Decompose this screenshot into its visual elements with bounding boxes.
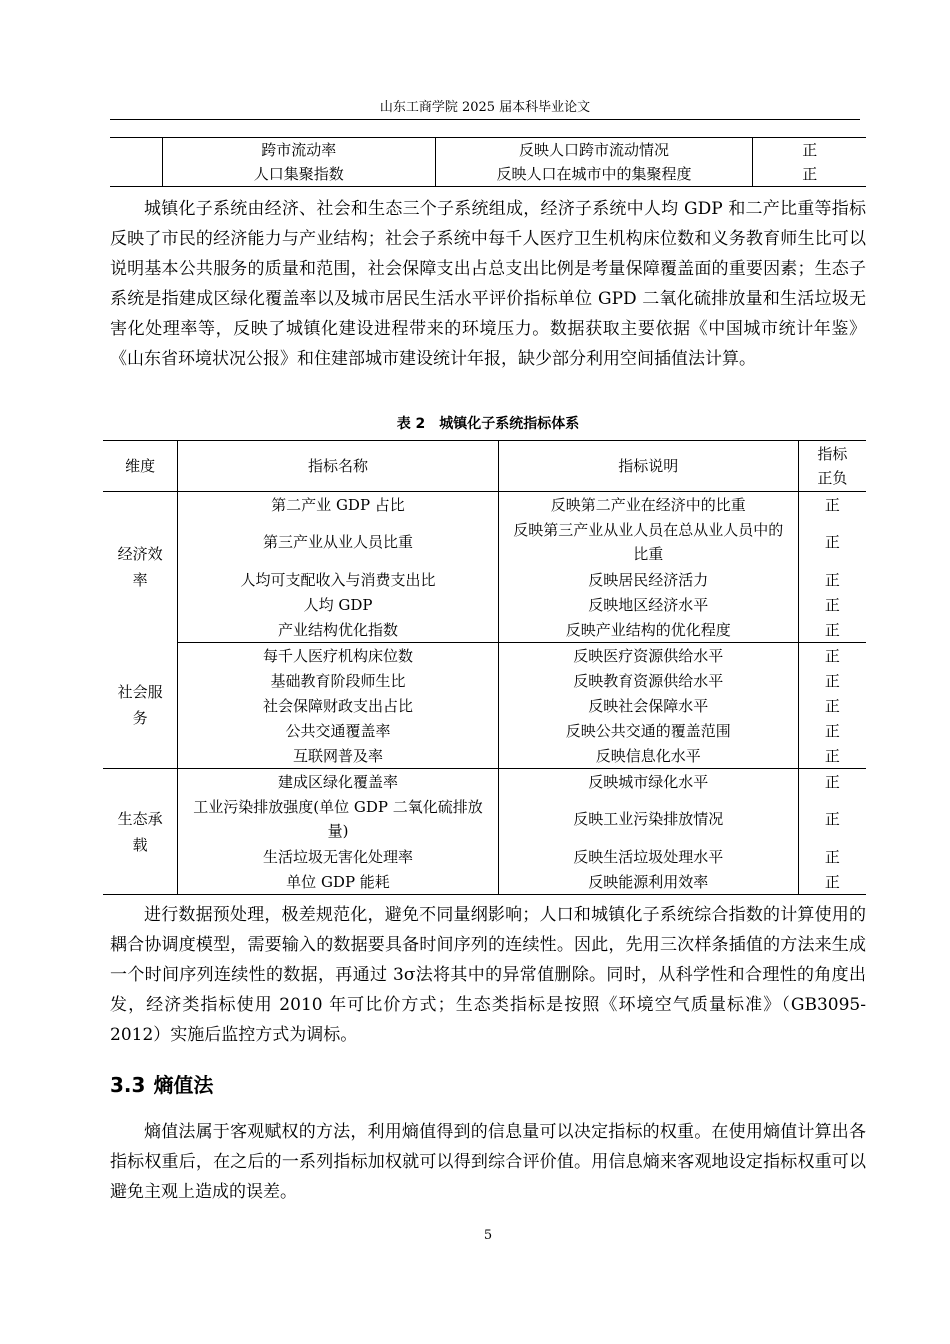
table-row	[103, 743, 866, 769]
table-caption: 表 2 城镇化子系统指标体系	[396, 416, 580, 432]
indicator-name: 基础教育阶段师生比	[178, 668, 499, 693]
indicator-sign: 正	[798, 743, 866, 769]
table-row	[103, 869, 866, 895]
indicator-name: 社会保障财政支出占比	[178, 693, 499, 718]
table-row	[103, 794, 866, 844]
table-row	[103, 617, 866, 643]
indicator-desc: 反映城市绿化水平	[498, 769, 798, 795]
indicator-sign: 正	[824, 495, 840, 514]
table-row	[103, 718, 866, 743]
table-row	[110, 162, 866, 187]
indicator-sign: 正	[824, 646, 840, 665]
indicator-name: 建成区绿化覆盖率	[178, 769, 499, 795]
indicator-sign: 正	[824, 810, 840, 828]
table-row	[110, 138, 866, 163]
indicator-name: 公共交通覆盖率	[178, 718, 499, 743]
indicator-sign: 正	[802, 141, 818, 159]
table-row	[103, 592, 866, 617]
running-header: 山东工商学院 2025 届本科毕业论文	[379, 100, 591, 115]
indicator-sign: 正	[824, 595, 840, 614]
indicator-desc: 反映教育资源供给水平	[498, 668, 798, 693]
table-header-row	[103, 441, 866, 492]
dimension-cell: 社会服务	[103, 643, 178, 769]
indicator-desc: 反映地区经济水平	[498, 592, 798, 617]
table-row	[103, 567, 866, 592]
paragraph-urbanization-subsystem: 城镇化子系统由经济、社会和生态三个子系统组成，经济子系统中人均 GDP 和二产比重等指标反映了市民的经济能力与产业结构；社会子系统中每千人医疗卫生机构床位数和义务教育师生比可以说明基本公共服务的质量和范围，社会保障支出占总支出比例是考量保障覆盖面的重要因素；生态子系统是指建成区绿化覆盖率以及城市居民生活水平评价指标单位 GPD 二氧化硫排放量和生活垃圾无害化处理率等，反映了城镇化建设进程带来的环境压力。数据获取主要依据《中国城市统计年鉴》《山东省环境状况公报》和住建部城市建设统计年报，缺少部分利用空间插值法计算。	[110, 199, 866, 369]
indicator-name: 人均可支配收入与消费支出比	[178, 567, 499, 592]
indicator-sign: 正	[802, 165, 818, 183]
indicator-desc: 反映信息化水平	[498, 743, 798, 769]
indicator-name: 单位 GDP 能耗	[178, 869, 499, 895]
header-indicator-name: 指标名称	[178, 441, 499, 492]
continued-indicator-table	[110, 137, 866, 187]
indicator-name: 互联网普及率	[178, 743, 499, 769]
indicator-sign: 正	[824, 671, 840, 690]
dimension-cell: 生态承载	[103, 769, 178, 895]
urbanization-indicator-table	[103, 440, 866, 895]
indicator-desc: 反映第三产业从业人员在总从业人员中的比重	[498, 517, 798, 567]
indicator-sign: 正	[798, 617, 866, 643]
header-indicator-sign: 指标正负	[798, 441, 866, 492]
header-indicator-desc: 指标说明	[498, 441, 798, 492]
indicator-desc: 反映工业污染排放情况	[498, 794, 798, 844]
indicator-name: 人口集聚指数	[162, 162, 435, 187]
indicator-sign: 正	[824, 847, 840, 866]
paragraph-entropy-method: 熵值法属于客观赋权的方法，利用熵值得到的信息量可以决定指标的权重。在使用熵值计算出各指标权重后，在之后的一系列指标加权就可以得到综合评价值。用信息熵来客观地设定指标权重可以避免主观上造成的误差。	[110, 1122, 866, 1202]
indicator-name: 产业结构优化指数	[178, 617, 499, 643]
indicator-desc: 反映社会保障水平	[498, 693, 798, 718]
indicator-name: 工业污染排放强度(单位 GDP 二氧化硫排放量)	[178, 794, 499, 844]
table-row	[103, 769, 866, 795]
indicator-name: 生活垃圾无害化处理率	[178, 844, 499, 869]
indicator-sign: 正	[824, 772, 840, 791]
table-row	[103, 492, 866, 518]
indicator-desc: 反映公共交通的覆盖范围	[498, 718, 798, 743]
indicator-name: 跨市流动率	[162, 138, 435, 163]
indicator-desc: 反映医疗资源供给水平	[498, 643, 798, 669]
table-row	[103, 668, 866, 693]
table-row	[103, 643, 866, 669]
section-title: 熵值法	[153, 1073, 214, 1097]
section-heading	[110, 1070, 221, 1100]
indicator-name: 第二产业 GDP 占比	[178, 492, 499, 518]
indicator-desc: 反映居民经济活力	[498, 567, 798, 592]
indicator-desc: 反映产业结构的优化程度	[498, 617, 798, 643]
section-number: 3.3	[110, 1073, 146, 1097]
indicator-sign: 正	[824, 570, 840, 589]
dimension-cell: 经济效率	[103, 492, 178, 643]
indicator-sign: 正	[824, 696, 840, 715]
indicator-name: 人均 GDP	[178, 592, 499, 617]
indicator-desc: 反映人口在城市中的集聚程度	[435, 162, 753, 187]
header-rule	[110, 119, 860, 120]
paragraph-data-preprocessing: 进行数据预处理，极差规范化，避免不同量纲影响；人口和城镇化子系统综合指数的计算使用的耦合协调度模型，需要输入的数据要具备时间序列的连续性。因此，先用三次样条插值的方法来生成一个时间序列连续性的数据，再通过 3σ法将其中的异常值删除。同时，从科学性和合理性的角度出发，经济类指标使用 2010 年可比价方式；生态类指标是按照《环境空气质量标准》（GB3095-2012）实施后监控方式为调标。	[110, 905, 866, 1045]
indicator-desc: 反映第二产业在经济中的比重	[498, 492, 798, 518]
indicator-sign: 正	[824, 721, 840, 740]
indicator-desc: 反映人口跨市流动情况	[435, 138, 753, 163]
table-row	[103, 517, 866, 567]
indicator-desc: 反映生活垃圾处理水平	[498, 844, 798, 869]
table-row	[103, 844, 866, 869]
header-dimension: 维度	[103, 441, 178, 492]
indicator-name: 每千人医疗机构床位数	[178, 643, 499, 669]
page-number: 5	[483, 1228, 493, 1243]
indicator-sign: 正	[824, 872, 840, 891]
indicator-sign: 正	[824, 533, 840, 551]
indicator-name: 第三产业从业人员比重	[178, 517, 499, 567]
table-row	[103, 693, 866, 718]
indicator-desc: 反映能源利用效率	[498, 869, 798, 895]
